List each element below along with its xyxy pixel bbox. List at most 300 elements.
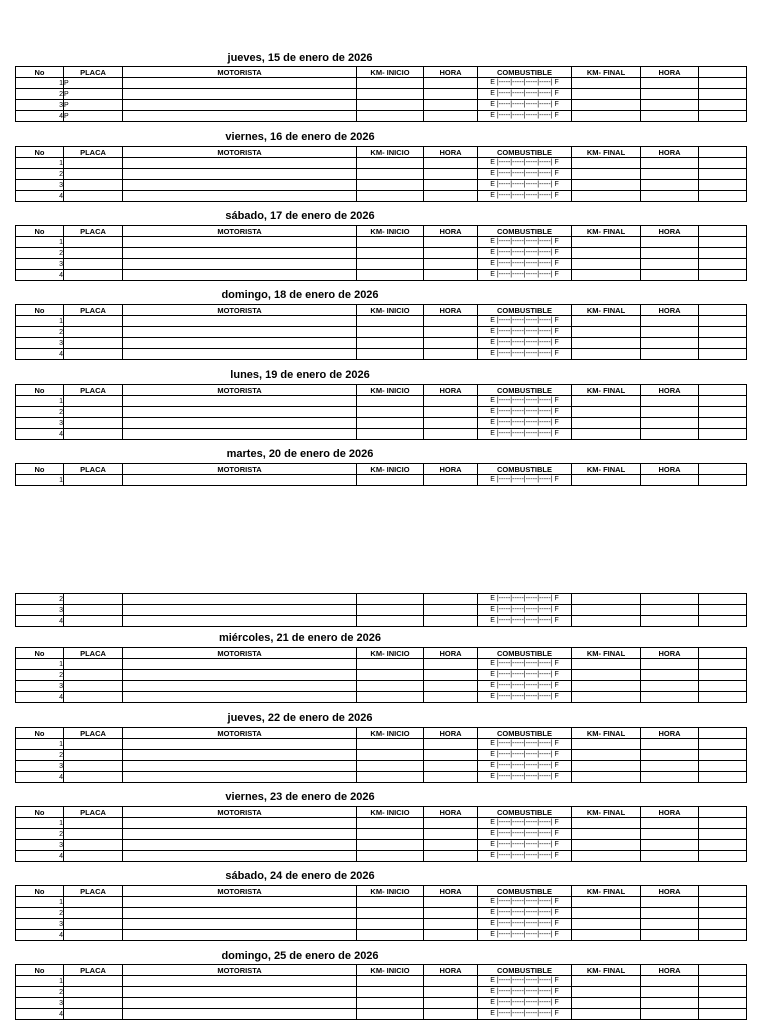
fuel-gauge-cell[interactable] <box>478 919 572 930</box>
hora-final-cell[interactable] <box>641 772 699 783</box>
hora-final-cell[interactable] <box>641 407 699 418</box>
hora-final-cell[interactable] <box>641 670 699 681</box>
km-final-cell[interactable] <box>572 987 641 998</box>
km-inicio-cell[interactable] <box>357 987 424 998</box>
hora-final-cell[interactable] <box>641 396 699 407</box>
extra-cell[interactable] <box>699 316 747 327</box>
extra-cell[interactable] <box>699 1009 747 1020</box>
hora-final-cell[interactable] <box>641 89 699 100</box>
km-inicio-cell[interactable] <box>357 659 424 670</box>
extra-cell[interactable] <box>699 396 747 407</box>
fuel-gauge-cell[interactable] <box>478 998 572 1009</box>
km-inicio-cell[interactable] <box>357 818 424 829</box>
extra-cell[interactable] <box>699 840 747 851</box>
hora-cell[interactable] <box>424 100 478 111</box>
km-inicio-cell[interactable] <box>357 316 424 327</box>
fuel-gauge-cell[interactable] <box>478 407 572 418</box>
km-final-cell[interactable] <box>572 100 641 111</box>
km-final-cell[interactable] <box>572 111 641 122</box>
motorista-cell[interactable] <box>123 897 357 908</box>
placa-cell[interactable]: P <box>64 78 123 89</box>
placa-cell[interactable] <box>64 158 123 169</box>
placa-cell[interactable] <box>64 418 123 429</box>
extra-cell[interactable] <box>699 349 747 360</box>
fuel-gauge-cell[interactable] <box>478 259 572 270</box>
km-final-cell[interactable] <box>572 429 641 440</box>
km-final-cell[interactable] <box>572 739 641 750</box>
hora-cell[interactable] <box>424 750 478 761</box>
km-final-cell[interactable] <box>572 89 641 100</box>
hora-cell[interactable] <box>424 616 478 627</box>
km-final-cell[interactable] <box>572 396 641 407</box>
placa-cell[interactable] <box>64 750 123 761</box>
km-final-cell[interactable] <box>572 407 641 418</box>
km-final-cell[interactable] <box>572 670 641 681</box>
hora-cell[interactable] <box>424 429 478 440</box>
km-inicio-cell[interactable] <box>357 930 424 941</box>
km-inicio-cell[interactable] <box>357 191 424 202</box>
extra-cell[interactable] <box>699 429 747 440</box>
placa-cell[interactable] <box>64 259 123 270</box>
hora-final-cell[interactable] <box>641 418 699 429</box>
placa-cell[interactable] <box>64 851 123 862</box>
motorista-cell[interactable] <box>123 818 357 829</box>
fuel-gauge-cell[interactable] <box>478 976 572 987</box>
hora-final-cell[interactable] <box>641 111 699 122</box>
km-final-cell[interactable] <box>572 1009 641 1020</box>
motorista-cell[interactable] <box>123 89 357 100</box>
extra-cell[interactable] <box>699 739 747 750</box>
hora-final-cell[interactable] <box>641 349 699 360</box>
placa-cell[interactable]: P <box>64 89 123 100</box>
km-final-cell[interactable] <box>572 316 641 327</box>
fuel-gauge-cell[interactable] <box>478 158 572 169</box>
km-final-cell[interactable] <box>572 248 641 259</box>
placa-cell[interactable] <box>64 429 123 440</box>
placa-cell[interactable] <box>64 772 123 783</box>
km-final-cell[interactable] <box>572 750 641 761</box>
placa-cell[interactable] <box>64 316 123 327</box>
hora-final-cell[interactable] <box>641 327 699 338</box>
extra-cell[interactable] <box>699 987 747 998</box>
hora-cell[interactable] <box>424 270 478 281</box>
extra-cell[interactable] <box>699 89 747 100</box>
fuel-gauge-cell[interactable] <box>478 338 572 349</box>
placa-cell[interactable] <box>64 605 123 616</box>
extra-cell[interactable] <box>699 180 747 191</box>
motorista-cell[interactable] <box>123 158 357 169</box>
extra-cell[interactable] <box>699 829 747 840</box>
fuel-gauge-cell[interactable] <box>478 692 572 703</box>
hora-cell[interactable] <box>424 818 478 829</box>
hora-cell[interactable] <box>424 259 478 270</box>
motorista-cell[interactable] <box>123 169 357 180</box>
hora-cell[interactable] <box>424 396 478 407</box>
fuel-gauge-cell[interactable] <box>478 670 572 681</box>
hora-final-cell[interactable] <box>641 692 699 703</box>
placa-cell[interactable] <box>64 191 123 202</box>
km-inicio-cell[interactable] <box>357 616 424 627</box>
motorista-cell[interactable] <box>123 237 357 248</box>
km-final-cell[interactable] <box>572 349 641 360</box>
extra-cell[interactable] <box>699 761 747 772</box>
motorista-cell[interactable] <box>123 316 357 327</box>
motorista-cell[interactable] <box>123 338 357 349</box>
extra-cell[interactable] <box>699 750 747 761</box>
fuel-gauge-cell[interactable] <box>478 616 572 627</box>
extra-cell[interactable] <box>699 930 747 941</box>
km-inicio-cell[interactable] <box>357 919 424 930</box>
km-inicio-cell[interactable] <box>357 418 424 429</box>
fuel-gauge-cell[interactable] <box>478 1009 572 1020</box>
placa-cell[interactable] <box>64 237 123 248</box>
km-inicio-cell[interactable] <box>357 829 424 840</box>
hora-final-cell[interactable] <box>641 919 699 930</box>
placa-cell[interactable] <box>64 976 123 987</box>
hora-cell[interactable] <box>424 605 478 616</box>
motorista-cell[interactable] <box>123 270 357 281</box>
hora-cell[interactable] <box>424 594 478 605</box>
extra-cell[interactable] <box>699 327 747 338</box>
extra-cell[interactable] <box>699 248 747 259</box>
km-inicio-cell[interactable] <box>357 180 424 191</box>
km-inicio-cell[interactable] <box>357 100 424 111</box>
hora-cell[interactable] <box>424 919 478 930</box>
km-inicio-cell[interactable] <box>357 78 424 89</box>
hora-cell[interactable] <box>424 908 478 919</box>
km-final-cell[interactable] <box>572 78 641 89</box>
hora-final-cell[interactable] <box>641 237 699 248</box>
hora-final-cell[interactable] <box>641 930 699 941</box>
km-inicio-cell[interactable] <box>357 396 424 407</box>
fuel-gauge-cell[interactable] <box>478 840 572 851</box>
hora-cell[interactable] <box>424 327 478 338</box>
km-final-cell[interactable] <box>572 772 641 783</box>
hora-final-cell[interactable] <box>641 78 699 89</box>
km-inicio-cell[interactable] <box>357 111 424 122</box>
km-final-cell[interactable] <box>572 616 641 627</box>
extra-cell[interactable] <box>699 78 747 89</box>
fuel-gauge-cell[interactable] <box>478 681 572 692</box>
hora-cell[interactable] <box>424 1009 478 1020</box>
km-final-cell[interactable] <box>572 327 641 338</box>
km-final-cell[interactable] <box>572 998 641 1009</box>
hora-final-cell[interactable] <box>641 316 699 327</box>
hora-final-cell[interactable] <box>641 1009 699 1020</box>
fuel-gauge-cell[interactable] <box>478 475 572 486</box>
hora-cell[interactable] <box>424 180 478 191</box>
fuel-gauge-cell[interactable] <box>478 237 572 248</box>
fuel-gauge-cell[interactable] <box>478 270 572 281</box>
km-final-cell[interactable] <box>572 919 641 930</box>
motorista-cell[interactable] <box>123 772 357 783</box>
placa-cell[interactable] <box>64 270 123 281</box>
km-final-cell[interactable] <box>572 237 641 248</box>
motorista-cell[interactable] <box>123 78 357 89</box>
placa-cell[interactable] <box>64 659 123 670</box>
km-inicio-cell[interactable] <box>357 338 424 349</box>
hora-cell[interactable] <box>424 89 478 100</box>
km-final-cell[interactable] <box>572 829 641 840</box>
hora-final-cell[interactable] <box>641 761 699 772</box>
placa-cell[interactable] <box>64 616 123 627</box>
extra-cell[interactable] <box>699 772 747 783</box>
placa-cell[interactable] <box>64 930 123 941</box>
hora-cell[interactable] <box>424 237 478 248</box>
hora-cell[interactable] <box>424 976 478 987</box>
km-final-cell[interactable] <box>572 158 641 169</box>
km-final-cell[interactable] <box>572 270 641 281</box>
hora-final-cell[interactable] <box>641 681 699 692</box>
placa-cell[interactable] <box>64 169 123 180</box>
km-inicio-cell[interactable] <box>357 772 424 783</box>
km-final-cell[interactable] <box>572 818 641 829</box>
extra-cell[interactable] <box>699 418 747 429</box>
km-inicio-cell[interactable] <box>357 594 424 605</box>
km-inicio-cell[interactable] <box>357 475 424 486</box>
hora-final-cell[interactable] <box>641 829 699 840</box>
fuel-gauge-cell[interactable] <box>478 111 572 122</box>
fuel-gauge-cell[interactable] <box>478 750 572 761</box>
km-inicio-cell[interactable] <box>357 670 424 681</box>
km-inicio-cell[interactable] <box>357 237 424 248</box>
motorista-cell[interactable] <box>123 605 357 616</box>
km-inicio-cell[interactable] <box>357 259 424 270</box>
motorista-cell[interactable] <box>123 930 357 941</box>
motorista-cell[interactable] <box>123 191 357 202</box>
motorista-cell[interactable] <box>123 327 357 338</box>
extra-cell[interactable] <box>699 616 747 627</box>
km-inicio-cell[interactable] <box>357 605 424 616</box>
km-final-cell[interactable] <box>572 259 641 270</box>
extra-cell[interactable] <box>699 169 747 180</box>
km-inicio-cell[interactable] <box>357 840 424 851</box>
fuel-gauge-cell[interactable] <box>478 316 572 327</box>
hora-cell[interactable] <box>424 316 478 327</box>
fuel-gauge-cell[interactable] <box>478 594 572 605</box>
hora-final-cell[interactable] <box>641 259 699 270</box>
fuel-gauge-cell[interactable] <box>478 829 572 840</box>
km-final-cell[interactable] <box>572 897 641 908</box>
placa-cell[interactable] <box>64 327 123 338</box>
km-final-cell[interactable] <box>572 338 641 349</box>
motorista-cell[interactable] <box>123 681 357 692</box>
km-inicio-cell[interactable] <box>357 327 424 338</box>
motorista-cell[interactable] <box>123 840 357 851</box>
hora-cell[interactable] <box>424 829 478 840</box>
extra-cell[interactable] <box>699 475 747 486</box>
motorista-cell[interactable] <box>123 111 357 122</box>
km-final-cell[interactable] <box>572 605 641 616</box>
extra-cell[interactable] <box>699 851 747 862</box>
extra-cell[interactable] <box>699 594 747 605</box>
motorista-cell[interactable] <box>123 670 357 681</box>
km-inicio-cell[interactable] <box>357 761 424 772</box>
km-inicio-cell[interactable] <box>357 681 424 692</box>
motorista-cell[interactable] <box>123 976 357 987</box>
extra-cell[interactable] <box>699 270 747 281</box>
fuel-gauge-cell[interactable] <box>478 89 572 100</box>
motorista-cell[interactable] <box>123 739 357 750</box>
hora-final-cell[interactable] <box>641 270 699 281</box>
placa-cell[interactable] <box>64 829 123 840</box>
motorista-cell[interactable] <box>123 594 357 605</box>
motorista-cell[interactable] <box>123 259 357 270</box>
motorista-cell[interactable] <box>123 475 357 486</box>
placa-cell[interactable] <box>64 180 123 191</box>
km-final-cell[interactable] <box>572 475 641 486</box>
fuel-gauge-cell[interactable] <box>478 908 572 919</box>
hora-cell[interactable] <box>424 739 478 750</box>
km-inicio-cell[interactable] <box>357 169 424 180</box>
motorista-cell[interactable] <box>123 429 357 440</box>
fuel-gauge-cell[interactable] <box>478 169 572 180</box>
extra-cell[interactable] <box>699 338 747 349</box>
motorista-cell[interactable] <box>123 180 357 191</box>
hora-cell[interactable] <box>424 681 478 692</box>
hora-final-cell[interactable] <box>641 169 699 180</box>
motorista-cell[interactable] <box>123 396 357 407</box>
hora-final-cell[interactable] <box>641 605 699 616</box>
hora-cell[interactable] <box>424 930 478 941</box>
extra-cell[interactable] <box>699 605 747 616</box>
km-final-cell[interactable] <box>572 418 641 429</box>
placa-cell[interactable] <box>64 681 123 692</box>
fuel-gauge-cell[interactable] <box>478 930 572 941</box>
extra-cell[interactable] <box>699 919 747 930</box>
hora-cell[interactable] <box>424 659 478 670</box>
placa-cell[interactable] <box>64 739 123 750</box>
hora-cell[interactable] <box>424 407 478 418</box>
km-inicio-cell[interactable] <box>357 851 424 862</box>
placa-cell[interactable] <box>64 987 123 998</box>
placa-cell[interactable] <box>64 338 123 349</box>
motorista-cell[interactable] <box>123 407 357 418</box>
hora-cell[interactable] <box>424 840 478 851</box>
fuel-gauge-cell[interactable] <box>478 429 572 440</box>
fuel-gauge-cell[interactable] <box>478 396 572 407</box>
motorista-cell[interactable] <box>123 919 357 930</box>
hora-cell[interactable] <box>424 851 478 862</box>
hora-cell[interactable] <box>424 418 478 429</box>
placa-cell[interactable] <box>64 692 123 703</box>
placa-cell[interactable]: P <box>64 100 123 111</box>
km-inicio-cell[interactable] <box>357 998 424 1009</box>
fuel-gauge-cell[interactable] <box>478 761 572 772</box>
extra-cell[interactable] <box>699 659 747 670</box>
hora-cell[interactable] <box>424 158 478 169</box>
fuel-gauge-cell[interactable] <box>478 248 572 259</box>
fuel-gauge-cell[interactable] <box>478 818 572 829</box>
motorista-cell[interactable] <box>123 829 357 840</box>
hora-final-cell[interactable] <box>641 908 699 919</box>
km-inicio-cell[interactable] <box>357 897 424 908</box>
hora-final-cell[interactable] <box>641 100 699 111</box>
fuel-gauge-cell[interactable] <box>478 191 572 202</box>
motorista-cell[interactable] <box>123 349 357 360</box>
fuel-gauge-cell[interactable] <box>478 605 572 616</box>
hora-cell[interactable] <box>424 475 478 486</box>
hora-final-cell[interactable] <box>641 851 699 862</box>
fuel-gauge-cell[interactable] <box>478 349 572 360</box>
extra-cell[interactable] <box>699 259 747 270</box>
motorista-cell[interactable] <box>123 659 357 670</box>
hora-cell[interactable] <box>424 338 478 349</box>
motorista-cell[interactable] <box>123 692 357 703</box>
fuel-gauge-cell[interactable] <box>478 78 572 89</box>
hora-final-cell[interactable] <box>641 338 699 349</box>
placa-cell[interactable] <box>64 1009 123 1020</box>
hora-cell[interactable] <box>424 987 478 998</box>
hora-cell[interactable] <box>424 692 478 703</box>
placa-cell[interactable] <box>64 670 123 681</box>
fuel-gauge-cell[interactable] <box>478 100 572 111</box>
extra-cell[interactable] <box>699 100 747 111</box>
hora-cell[interactable] <box>424 772 478 783</box>
km-final-cell[interactable] <box>572 930 641 941</box>
extra-cell[interactable] <box>699 111 747 122</box>
motorista-cell[interactable] <box>123 616 357 627</box>
hora-final-cell[interactable] <box>641 158 699 169</box>
fuel-gauge-cell[interactable] <box>478 772 572 783</box>
km-inicio-cell[interactable] <box>357 349 424 360</box>
motorista-cell[interactable] <box>123 851 357 862</box>
placa-cell[interactable] <box>64 818 123 829</box>
motorista-cell[interactable] <box>123 761 357 772</box>
hora-final-cell[interactable] <box>641 976 699 987</box>
hora-final-cell[interactable] <box>641 248 699 259</box>
km-inicio-cell[interactable] <box>357 750 424 761</box>
km-final-cell[interactable] <box>572 681 641 692</box>
hora-final-cell[interactable] <box>641 616 699 627</box>
motorista-cell[interactable] <box>123 248 357 259</box>
km-final-cell[interactable] <box>572 594 641 605</box>
hora-final-cell[interactable] <box>641 818 699 829</box>
hora-cell[interactable] <box>424 761 478 772</box>
km-inicio-cell[interactable] <box>357 739 424 750</box>
hora-final-cell[interactable] <box>641 594 699 605</box>
extra-cell[interactable] <box>699 407 747 418</box>
motorista-cell[interactable] <box>123 998 357 1009</box>
km-final-cell[interactable] <box>572 191 641 202</box>
km-final-cell[interactable] <box>572 659 641 670</box>
hora-final-cell[interactable] <box>641 998 699 1009</box>
placa-cell[interactable] <box>64 998 123 1009</box>
extra-cell[interactable] <box>699 237 747 248</box>
hora-cell[interactable] <box>424 169 478 180</box>
motorista-cell[interactable] <box>123 750 357 761</box>
extra-cell[interactable] <box>699 191 747 202</box>
placa-cell[interactable]: P <box>64 111 123 122</box>
hora-cell[interactable] <box>424 670 478 681</box>
km-final-cell[interactable] <box>572 976 641 987</box>
placa-cell[interactable] <box>64 475 123 486</box>
motorista-cell[interactable] <box>123 1009 357 1020</box>
motorista-cell[interactable] <box>123 908 357 919</box>
extra-cell[interactable] <box>699 908 747 919</box>
extra-cell[interactable] <box>699 976 747 987</box>
km-inicio-cell[interactable] <box>357 976 424 987</box>
extra-cell[interactable] <box>699 158 747 169</box>
placa-cell[interactable] <box>64 248 123 259</box>
fuel-gauge-cell[interactable] <box>478 897 572 908</box>
motorista-cell[interactable] <box>123 418 357 429</box>
hora-final-cell[interactable] <box>641 987 699 998</box>
km-inicio-cell[interactable] <box>357 908 424 919</box>
hora-final-cell[interactable] <box>641 750 699 761</box>
km-final-cell[interactable] <box>572 180 641 191</box>
extra-cell[interactable] <box>699 670 747 681</box>
